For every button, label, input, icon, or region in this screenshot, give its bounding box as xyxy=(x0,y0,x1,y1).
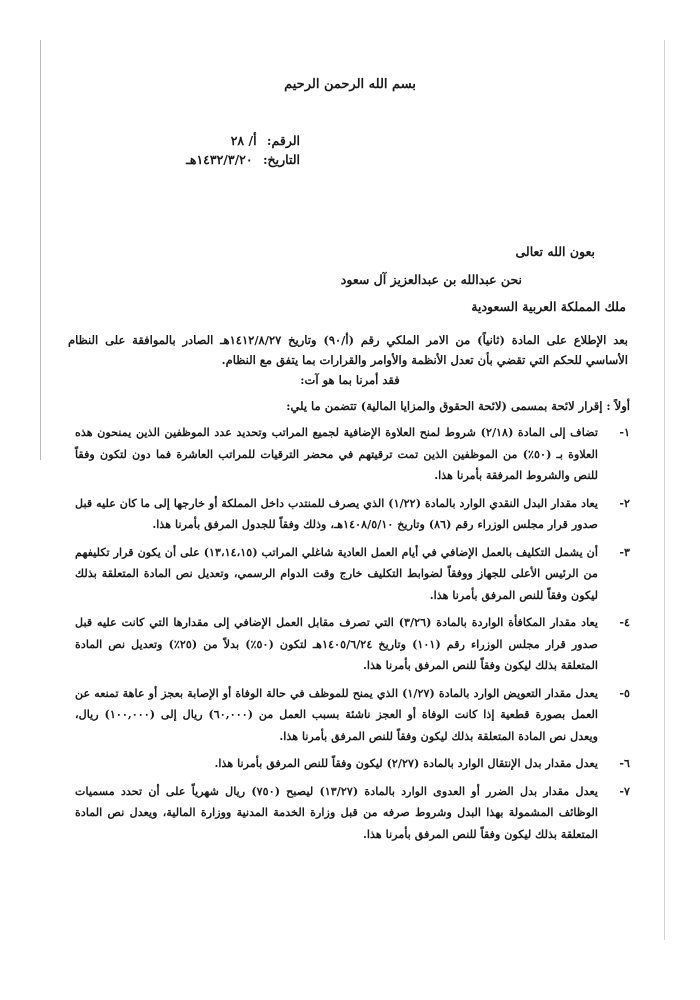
list-item xyxy=(75,612,630,677)
list-item xyxy=(75,422,630,487)
item-text: يعاد مقدار البدل النقدي الوارد بالمادة (١/٢٢) الذي يصرف للمنتدب داخل المملكة أو خارجها إلى ما كان عليه قبل صدور قرار مجلس الوزراء رقم (٨٦) وتاريخ ١٤٠٨/٥/١٠هـ، وذلك وفقاً للجدول المرفق بأمرنا هذا. xyxy=(75,495,598,531)
list-item xyxy=(75,753,630,775)
item-number: ٥- xyxy=(619,685,630,700)
section-first-heading: أولاً : إقرار لائحة بمسمى (لائحة الحقوق والمزايا المالية) تتضمن ما يلي: xyxy=(286,399,630,413)
basmala: بسم الله الرحمن الرحيم xyxy=(284,77,416,92)
reference-value: أ/ ٢٨ xyxy=(230,133,257,148)
reference-block xyxy=(110,131,300,169)
item-number: ٧- xyxy=(619,783,630,798)
date-label: التاريخ: xyxy=(262,152,300,167)
date-value: ١٤٣٢/٣/٢٠هـ xyxy=(186,152,253,167)
item-text: يعدل مقدار التعويض الوارد بالمادة (١/٢٧) الذي يمنح للموظف في حالة الوفاة أو الإصابة بعجز أو عاهة تمنعه عن العمل بصورة قطعية إذا كانت الوفاة أو العجز ناشئة بسبب العمل من (٦٠,٠٠٠) ريال إلى (١٠٠,٠٠٠) ريال، ويعدل نص المادة المتعلقة بذلك ليكون وفقاً للنص المرفق بأمرنا هذا. xyxy=(75,685,598,743)
item-number: ١- xyxy=(619,425,630,439)
list-item xyxy=(75,542,630,607)
opening-line: بعون الله تعالى xyxy=(515,244,595,259)
list-item xyxy=(75,493,630,536)
item-text: يعاد مقدار المكافأة الواردة بالمادة (٣/٢٦) التي تصرف مقابل العمل الإضافي إلى مقدارها التي كانت عليه قبل صدور قرار مجلس الوزراء رقم (١٠١) وتاريخ ١٤٠٥/٦/٢٤هـ لتكون (٥٠٪) بدلاً من (٢٥٪) وتعديل نص المادة المتعلقة بذلك ليكون وفقاً للنص المرفق بأمرنا هذا. xyxy=(75,615,599,672)
item-number: ٤- xyxy=(619,615,630,629)
item-number: ٣- xyxy=(619,544,630,559)
ordered-line: فقد أمرنا بما هو آت: xyxy=(300,373,400,387)
reference-label: الرقم: xyxy=(266,133,300,148)
item-text: يعدل مقدار بدل الضرر أو العدوى الوارد بالمادة (١٣/٢٧) ليصبح (٧٥٠) ريال شهرياً على أن تحدد مسميات الوظائف المشمولة بهذا البدل وشروط صرفه من قبل وزارة الخدمة المدنية ووزارة المالية، ويعدل نص المادة المتعلقة بذلك ليكون وفقاً للنص المرفق بأمرنا هذا. xyxy=(75,783,598,841)
preamble-paragraph: بعد الإطلاع على المادة (ثانياً) من الامر الملكي رقم (أ/٩٠) وتاريخ ١٤١٢/٨/٢٧هـ الصادر بالموافقة على النظام الأساسي للحكم التي تقضي بأن تعدل الأنظمة والأوامر والقرارات بما يتفق مع النظام. xyxy=(68,333,628,367)
item-text: يعدل مقدار بدل الإنتقال الوارد بالمادة (٢/٢٧) ليكون وفقاً للنص المرفق بأمرنا هذا. xyxy=(214,756,598,770)
king-name: نحن عبدالله بن عبدالعزيز آل سعود xyxy=(340,272,522,287)
item-number: ٦- xyxy=(619,756,630,770)
item-text: تضاف إلى المادة (٢/١٨) شروط لمنح العلاوة الإضافية لجميع المراتب وتحديد عدد الموظفين الذين يمنحون هذه العلاوة بـ (٥٠٪) من الموظفين الذين تمت ترقيتهم في محضر الترقيات للمراتب العاشرة فما دون لتكون وفقاً للنص والشروط المرفقة بأمرنا هذا. xyxy=(75,425,598,482)
item-number: ٢- xyxy=(619,495,630,510)
page-edge-line xyxy=(40,40,41,460)
king-title: ملك المملكة العربية السعودية xyxy=(471,299,626,314)
item-text: أن يشمل التكليف بالعمل الإضافي في أيام العمل العادية شاغلي المراتب (١٣،١٤،١٥) على أن يكون قرار تكليفهم من الرئيس الأعلى للجهاز ووفقاً لضوابط التكليف خارج وقت الدوام الرسمي، وتعديل نص المادة المتعلقة بذلك ليكون وفقاً للنص المرفق بأمرنا هذا. xyxy=(75,544,599,602)
list-item xyxy=(75,683,630,748)
list-item xyxy=(75,781,630,846)
items-list xyxy=(75,422,630,851)
page-edge-line xyxy=(664,40,665,940)
